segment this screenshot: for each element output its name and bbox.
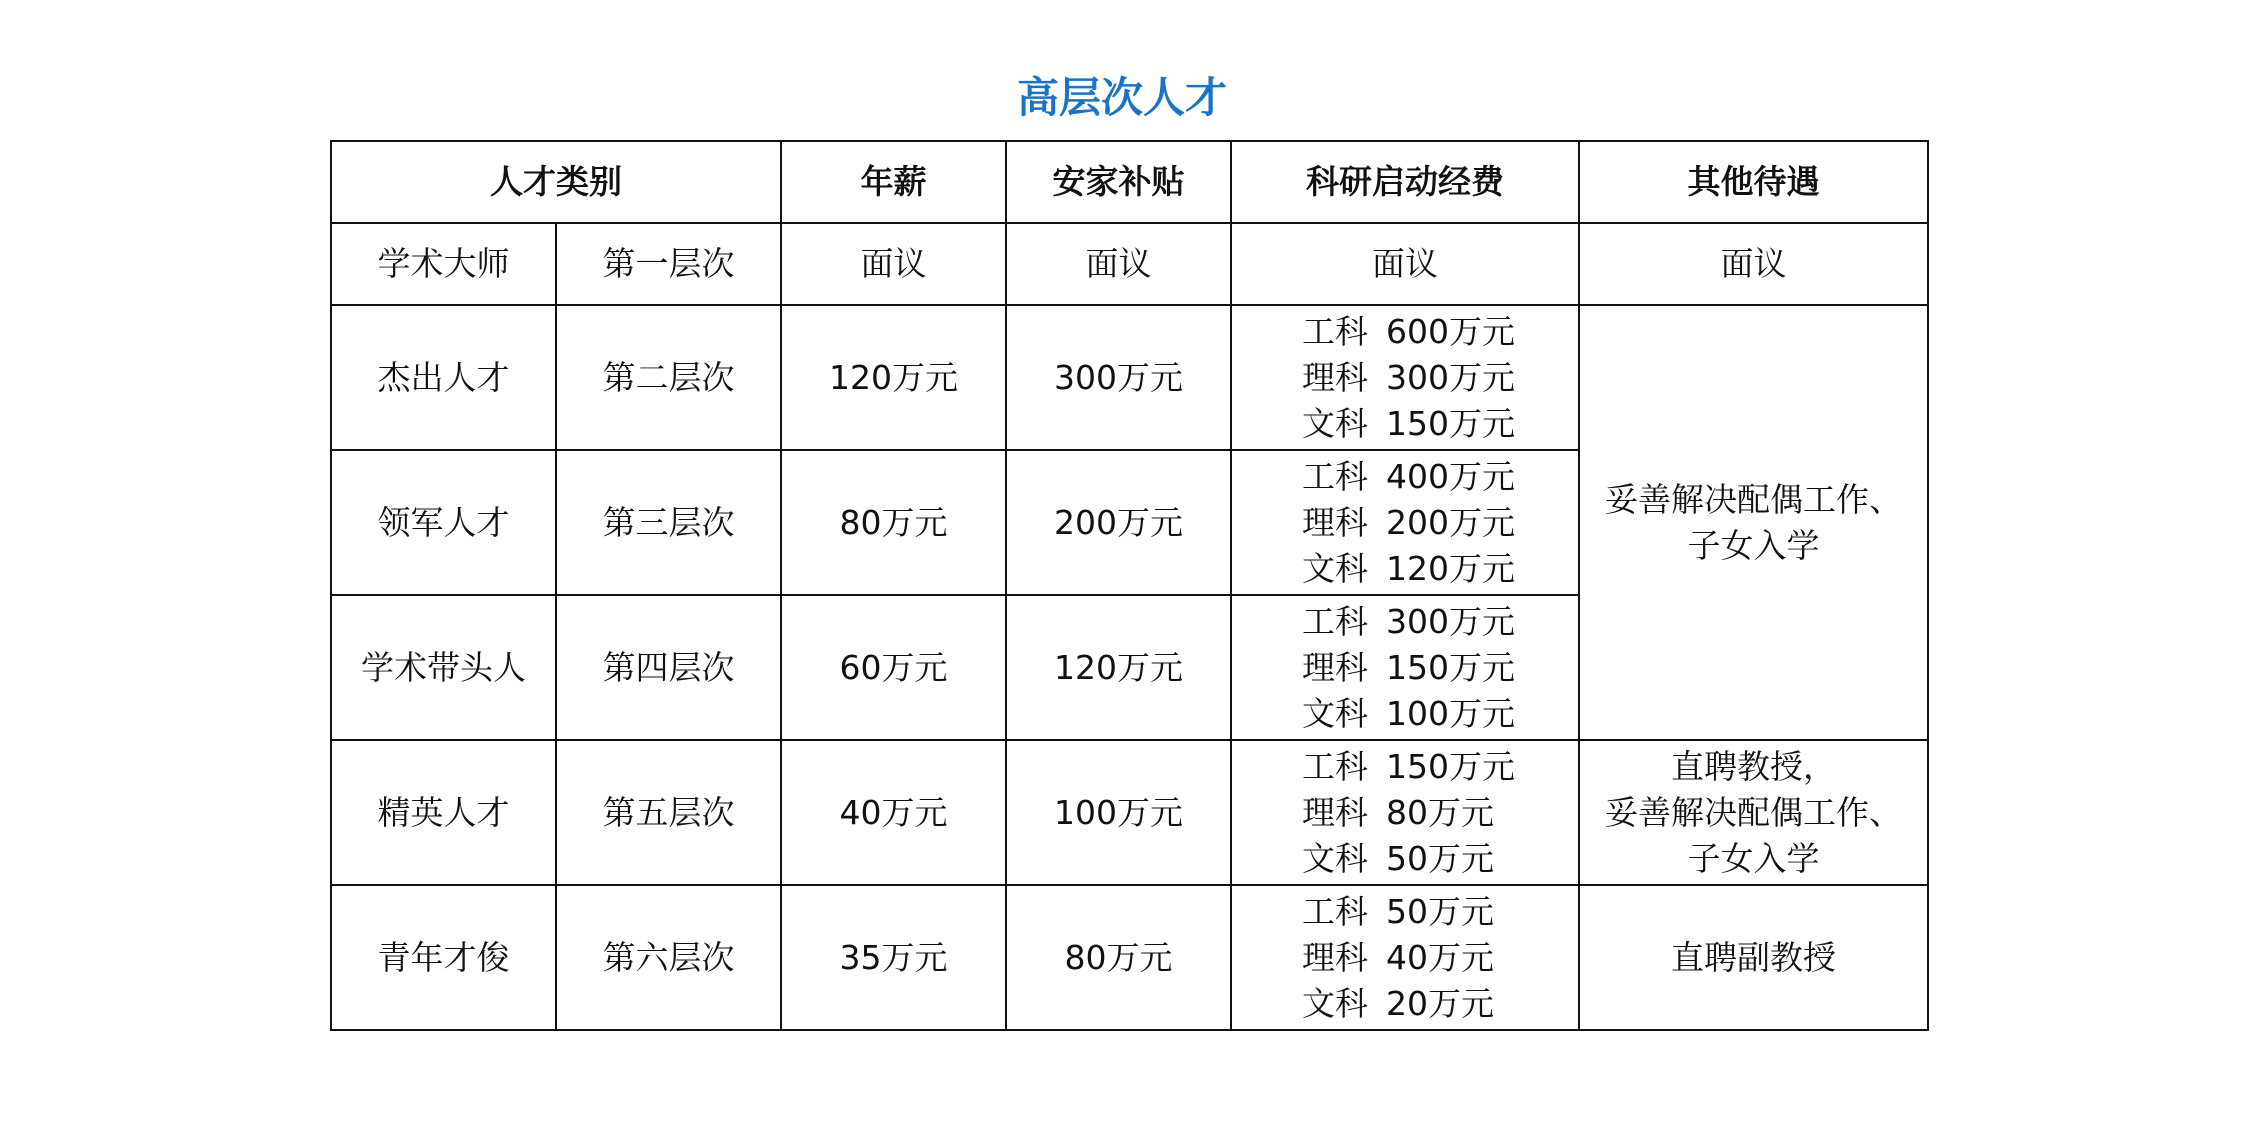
table-row xyxy=(331,885,1928,1030)
fund-line: 文科 50万元 xyxy=(1302,838,1494,878)
salary-cell: 60万元 xyxy=(781,595,1006,740)
talent-name: 杰出人才 xyxy=(331,305,556,450)
fund-cell xyxy=(1231,595,1579,740)
fund-line: 文科 20万元 xyxy=(1302,983,1494,1023)
talent-name: 精英人才 xyxy=(331,740,556,885)
settle-cell: 120万元 xyxy=(1006,595,1231,740)
fund-line: 理科 150万元 xyxy=(1302,647,1515,687)
talent-name: 青年才俊 xyxy=(331,885,556,1030)
header-research-fund: 科研启动经费 xyxy=(1231,141,1579,223)
header-settle-allowance: 安家补贴 xyxy=(1006,141,1231,223)
fund-line: 理科 200万元 xyxy=(1302,502,1515,542)
fund-cell xyxy=(1231,305,1579,450)
talent-level: 第四层次 xyxy=(556,595,781,740)
table-row xyxy=(331,740,1928,885)
fund-line: 文科 150万元 xyxy=(1302,403,1515,443)
fund-line: 理科 300万元 xyxy=(1302,357,1515,397)
header-other-benefits: 其他待遇 xyxy=(1579,141,1928,223)
salary-cell: 35万元 xyxy=(781,885,1006,1030)
other-cell: 直聘教授， 妥善解决配偶工作、 子女入学 xyxy=(1579,740,1928,885)
fund-line: 理科 80万元 xyxy=(1302,792,1494,832)
fund-cell xyxy=(1231,885,1579,1030)
page-title: 高层次人才 xyxy=(1016,73,1227,122)
talent-level: 第六层次 xyxy=(556,885,781,1030)
fund-line: 理科 40万元 xyxy=(1302,937,1494,977)
fund-cell: 面议 xyxy=(1231,223,1579,305)
other-cell-merged: 妥善解决配偶工作、 子女入学 xyxy=(1579,305,1928,740)
talent-level: 第三层次 xyxy=(556,450,781,595)
talent-name: 学术大师 xyxy=(331,223,556,305)
other-cell: 直聘副教授 xyxy=(1579,885,1928,1030)
salary-cell: 40万元 xyxy=(781,740,1006,885)
talent-table xyxy=(330,140,1929,1031)
talent-level: 第一层次 xyxy=(556,223,781,305)
salary-cell: 120万元 xyxy=(781,305,1006,450)
settle-cell: 300万元 xyxy=(1006,305,1231,450)
fund-line: 工科 50万元 xyxy=(1302,891,1494,931)
header-category: 人才类别 xyxy=(331,141,781,223)
fund-line: 工科 400万元 xyxy=(1302,456,1515,496)
settle-cell: 面议 xyxy=(1006,223,1231,305)
fund-line: 文科 100万元 xyxy=(1302,693,1515,733)
talent-name: 学术带头人 xyxy=(331,595,556,740)
fund-line: 工科 300万元 xyxy=(1302,601,1515,641)
fund-line: 工科 600万元 xyxy=(1302,311,1515,351)
salary-cell: 80万元 xyxy=(781,450,1006,595)
talent-level: 第五层次 xyxy=(556,740,781,885)
fund-line: 文科 120万元 xyxy=(1302,548,1515,588)
settle-cell: 200万元 xyxy=(1006,450,1231,595)
fund-line: 工科 150万元 xyxy=(1302,746,1515,786)
talent-name: 领军人才 xyxy=(331,450,556,595)
settle-cell: 100万元 xyxy=(1006,740,1231,885)
header-salary: 年薪 xyxy=(781,141,1006,223)
table-row xyxy=(331,223,1928,305)
fund-cell xyxy=(1231,740,1579,885)
salary-cell: 面议 xyxy=(781,223,1006,305)
other-cell: 面议 xyxy=(1579,223,1928,305)
talent-level: 第二层次 xyxy=(556,305,781,450)
fund-cell xyxy=(1231,450,1579,595)
settle-cell: 80万元 xyxy=(1006,885,1231,1030)
table-row xyxy=(331,305,1928,450)
table-header-row xyxy=(331,141,1928,223)
